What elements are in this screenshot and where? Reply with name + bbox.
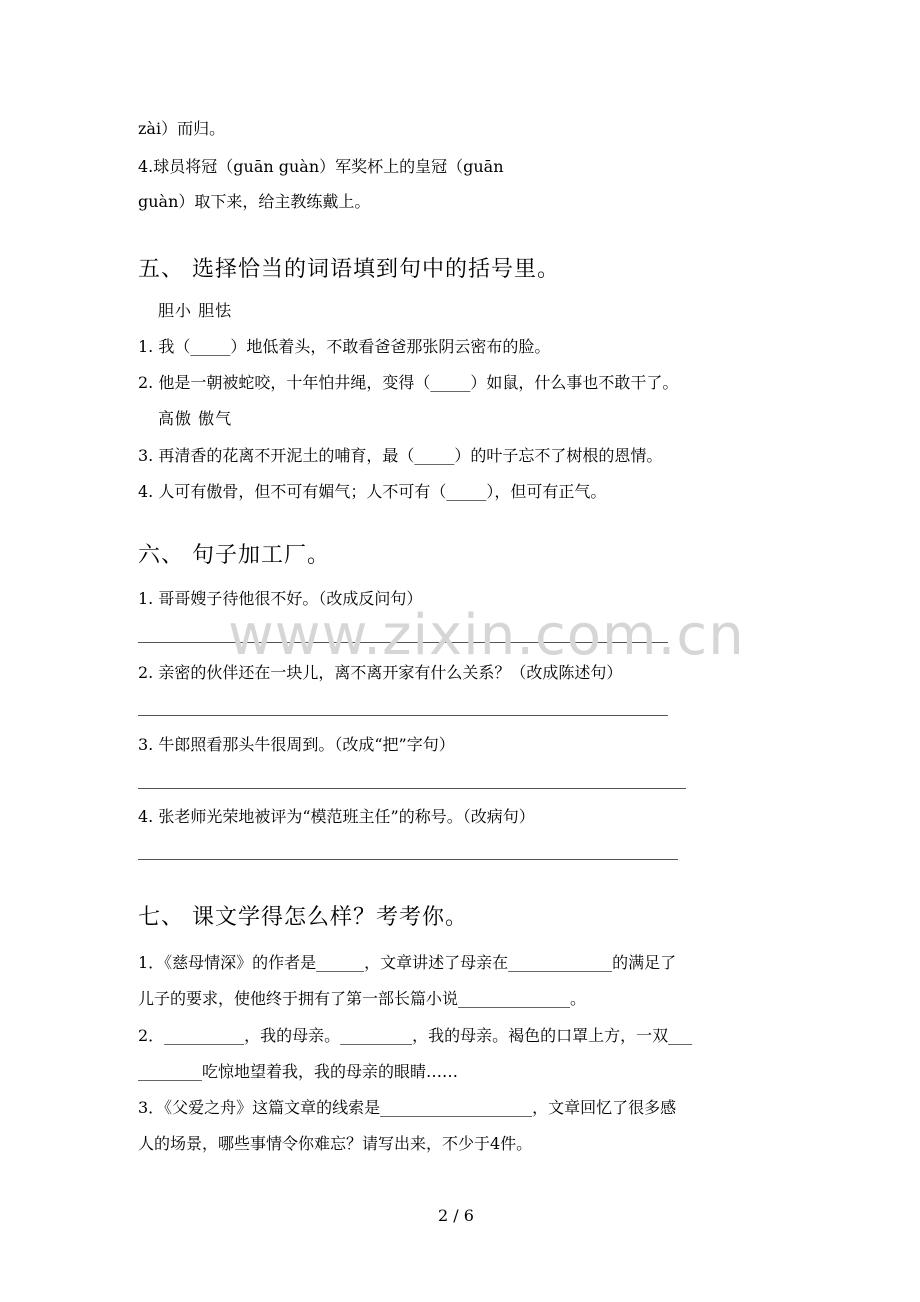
question-item: ________吃惊地望着我，我的母亲的眼睛……: [138, 1062, 459, 1081]
question-item: 3. 再清香的花离不开泥土的哺育，最（_____）的叶子忘不了树根的恩情。: [138, 446, 663, 465]
question-item: 3．《父爱之舟》这篇文章的线索是___________________，文章回忆了很多感: [138, 1098, 677, 1117]
question-item: 4. 人可有傲骨，但不可有媚气；人不可有（_____），但可有正气。: [138, 482, 607, 501]
page-number: 2 / 6: [438, 1206, 474, 1225]
question-item: 1. 我（_____）地低着头，不敢看爸爸那张阴云密布的脸。: [138, 337, 551, 356]
text-line: zài）而归。: [138, 119, 226, 138]
question-item: 2．__________，我的母亲。_________，我的母亲。褐色的口罩上方，一双___: [138, 1026, 693, 1045]
section-5-title: 五、 选择恰当的词语填到句中的括号里。: [138, 257, 560, 282]
text-line: 4.球员将冠（guān guàn）军奖杯上的皇冠（guān: [138, 157, 504, 176]
question-item: 人的场景，哪些事情令你难忘？请写出来，不少于4件。: [138, 1134, 533, 1153]
section-7-title: 七、 课文学得怎么样？考考你。: [138, 905, 468, 930]
word-choices: 高傲 傲气: [158, 409, 233, 428]
text-line: guàn）取下来，给主教练戴上。: [138, 192, 371, 211]
answer-line[interactable]: [138, 788, 686, 789]
answer-line[interactable]: [138, 859, 678, 860]
section-6-title: 六、 句子加工厂。: [138, 543, 330, 568]
question-item: 1．《慈母情深》的作者是______，文章讲述了母亲在_____________的满足了: [138, 953, 677, 972]
question-item: 2. 亲密的伙伴还在一块儿，离不离开家有什么关系？（改成陈述句）: [138, 663, 623, 682]
word-choices: 胆小 胆怯: [158, 301, 233, 320]
question-item: 4. 张老师光荣地被评为“模范班主任”的称号。（改病句）: [138, 807, 535, 826]
answer-line[interactable]: [138, 715, 668, 716]
question-item: 3. 牛郎照看那头牛很周到。（改成“把”字句）: [138, 735, 455, 754]
question-item: 2. 他是一朝被蛇咬，十年怕井绳，变得（_____）如鼠，什么事也不敢干了。: [138, 373, 679, 392]
question-item: 1. 哥哥嫂子待他很不好。（改成反问句）: [138, 589, 423, 608]
question-item: 儿子的要求，使他终于拥有了第一部长篇小说______________。: [138, 989, 587, 1008]
watermark: www.zixin.com.cn: [228, 603, 745, 668]
